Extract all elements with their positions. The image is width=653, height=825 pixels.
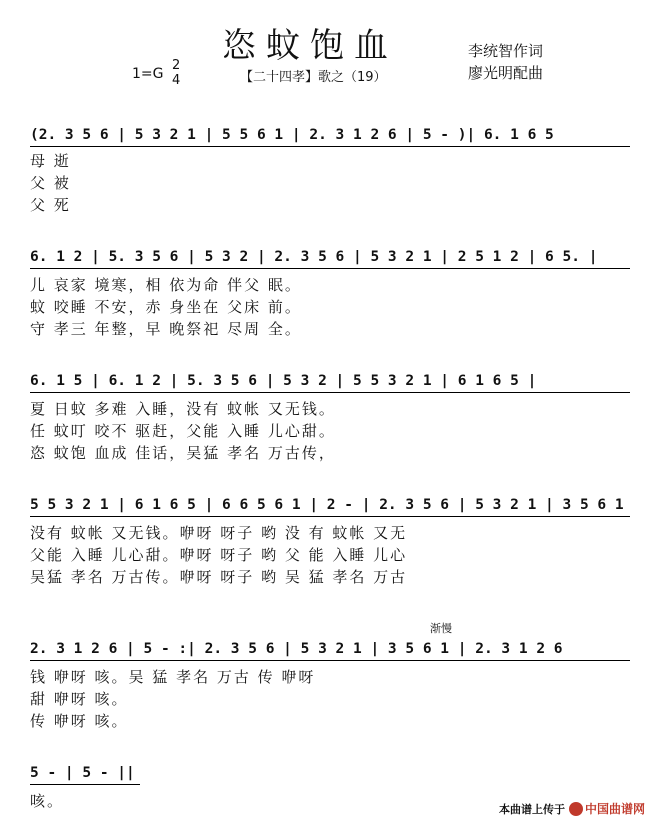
composer-credit: 廖光明配曲 [468,64,544,82]
site-logo[interactable] [569,800,645,817]
lyricist-credit: 李统智作词 [468,42,544,60]
notation-line-6: 5 - | 5 - || [30,762,140,785]
notation-line-4: 5 5 3 2 1 | 6 1 6 5 | 6 6 5 6 1 | 2 - | 2. 3 5 6 | 5 3 2 1 | 3 5 6 1 [30,494,630,517]
lyric-line-1-verse-1: 母 逝 [30,152,71,170]
lyric-line-4-verse-3: 吴猛 孝名 万古传。咿呀 呀子 哟 吴 猛 孝名 万古 [30,568,408,586]
lyric-line-6-verse-1: 咳。 [30,792,65,810]
time-signature-top: 2 [172,58,181,73]
time-signature-bottom: 4 [172,73,181,88]
notation-line-1: (2. 3 5 6 | 5 3 2 1 | 5 5 6 1 | 2. 3 1 2 6 | 5 - )| 6. 1 6 5 [30,124,630,147]
lyric-line-4-verse-1: 没有 蚊帐 又无钱。咿呀 呀子 哟 没 有 蚊帐 又无 [30,524,408,542]
lyric-line-3-verse-1: 夏 日蚊 多难 入睡，没有 蚊帐 又无钱。 [30,400,336,418]
notation-line-5: 2. 3 1 2 6 | 5 - :| 2. 3 5 6 | 5 3 2 1 | 3 5 6 1 | 2. 3 1 2 6 [30,638,630,661]
lyric-line-2-verse-2: 蚊 咬睡 不安，赤 身坐在 父床 前。 [30,298,302,316]
tempo-marking: 渐慢 [430,622,452,635]
site-logo-icon [569,802,583,816]
lyric-line-2-verse-1: 儿 哀家 境寒，相 依为命 伴父 眠。 [30,276,302,294]
key-signature: 1=G [132,66,164,82]
lyric-line-5-verse-1: 钱 咿呀 咳。吴 猛 孝名 万古 传 咿呀 [30,668,316,686]
song-title: 恣蚊饱血 [222,26,398,66]
lyric-line-3-verse-3: 恣 蚊饱 血成 佳话，吴猛 孝名 万古传， [30,444,336,462]
upload-footer-text: 本曲谱上传于 [498,802,565,816]
lyric-line-5-verse-3: 传 咿呀 咳。 [30,712,129,730]
lyric-line-1-verse-3: 父 死 [30,196,71,214]
notation-line-3: 6. 1 5 | 6. 1 2 | 5. 3 5 6 | 5 3 2 | 5 5 3 2 1 | 6 1 6 5 | [30,370,630,393]
lyric-line-2-verse-3: 守 孝三 年整，早 晚祭祀 尽周 全。 [30,320,302,338]
time-signature [172,58,180,88]
lyric-line-3-verse-2: 任 蚊叮 咬不 驱赶，父能 入睡 儿心甜。 [30,422,336,440]
song-subtitle: 【二十四孝】歌之（19） [240,70,387,85]
lyric-line-4-verse-2: 父能 入睡 儿心甜。咿呀 呀子 哟 父 能 入睡 儿心 [30,546,408,564]
lyric-line-1-verse-2: 父 被 [30,174,71,192]
lyric-line-5-verse-2: 甜 咿呀 咳。 [30,690,129,708]
notation-line-2: 6. 1 2 | 5. 3 5 6 | 5 3 2 | 2. 3 5 6 | 5 3 2 1 | 2 5 1 2 | 6 5. | [30,246,630,269]
upload-footer [499,800,645,817]
site-logo-text: 中国曲谱网 [584,802,645,816]
